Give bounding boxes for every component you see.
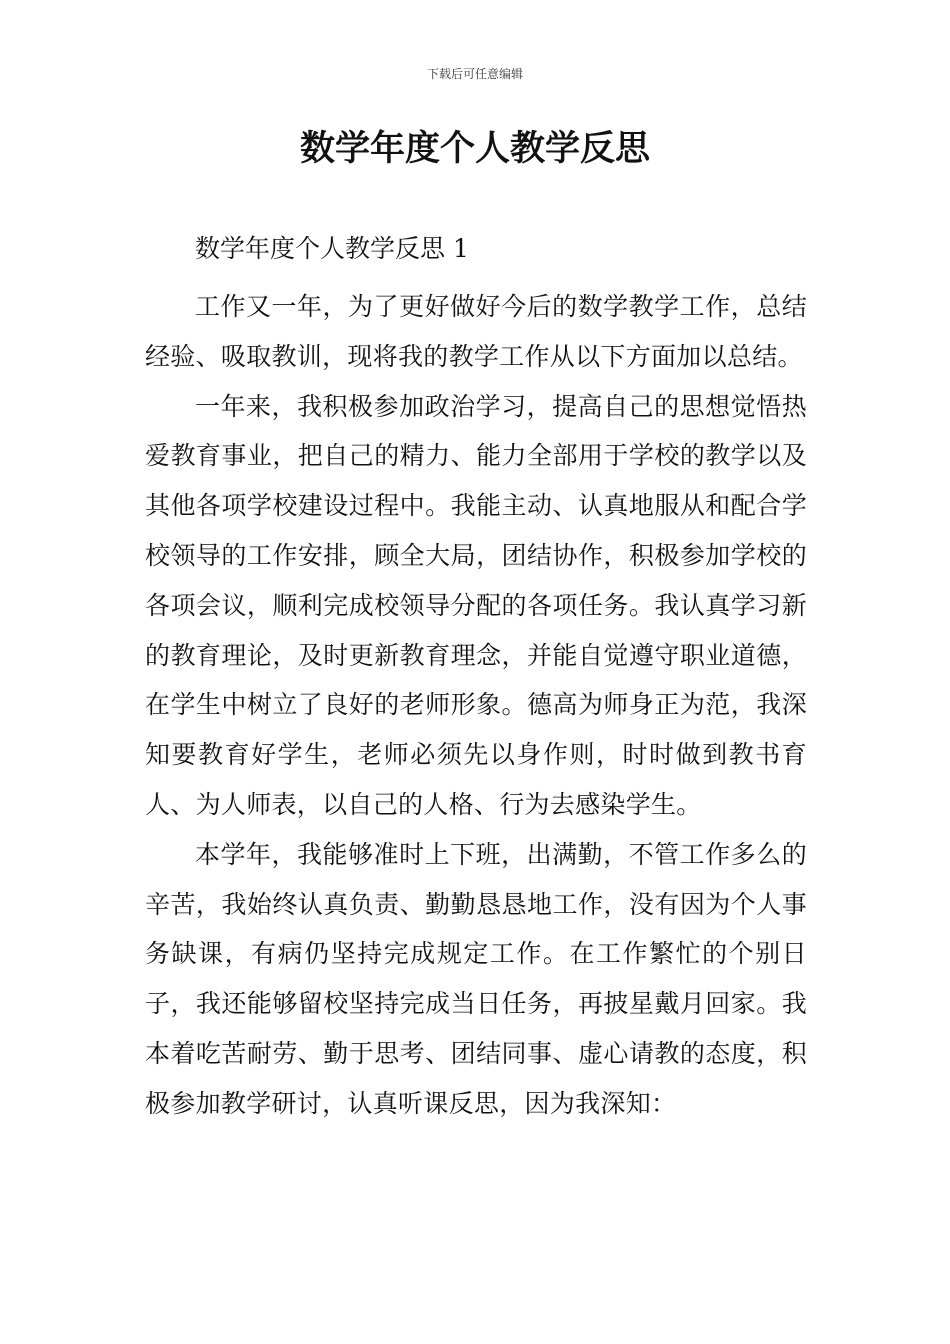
paragraph-1: 工作又一年，为了更好做好今后的数学教学工作，总结经验、吸取教训，现将我的教学工作从以下方面加以总结。 <box>145 292 807 371</box>
section-heading: 数学年度个人教学反思 1 <box>195 234 469 263</box>
document-body <box>145 226 807 1129</box>
paragraph-3: 本学年，我能够准时上下班，出满勤，不管工作多么的辛苦，我始终认真负责、勤勤恳恳地工作，没有因为个人事务缺课，有病仍坚持完成规定工作。在工作繁忙的个别日子，我还能够留校坚持完成当日任务，再披星戴月回家。我本着吃苦耐劳、勤于思考、团结同事、虚心请教的态度，积极参加教学研讨，认真听课反思，因为我深知： <box>145 839 807 1118</box>
header-note: 下载后可任意编辑 <box>426 67 523 81</box>
document-title: 数学年度个人教学反思 <box>299 129 650 169</box>
paragraph-2: 一年来，我积极参加政治学习，提高自己的思想觉悟热爱教育事业，把自己的精力、能力全部用于学校的教学以及其他各项学校建设过程中。我能主动、认真地服从和配合学校领导的工作安排，顾全大局，团结协作，积极参加学校的各项会议，顺利完成校领导分配的各项任务。我认真学习新的教育理论，及时更新教育理念，并能自觉遵守职业道德，在学生中树立了良好的老师形象。德高为师身正为范，我深知要教育好学生，老师必须先以身作则，时时做到教书育人、为人师表，以自己的人格、行为去感染学生。 <box>145 391 807 819</box>
